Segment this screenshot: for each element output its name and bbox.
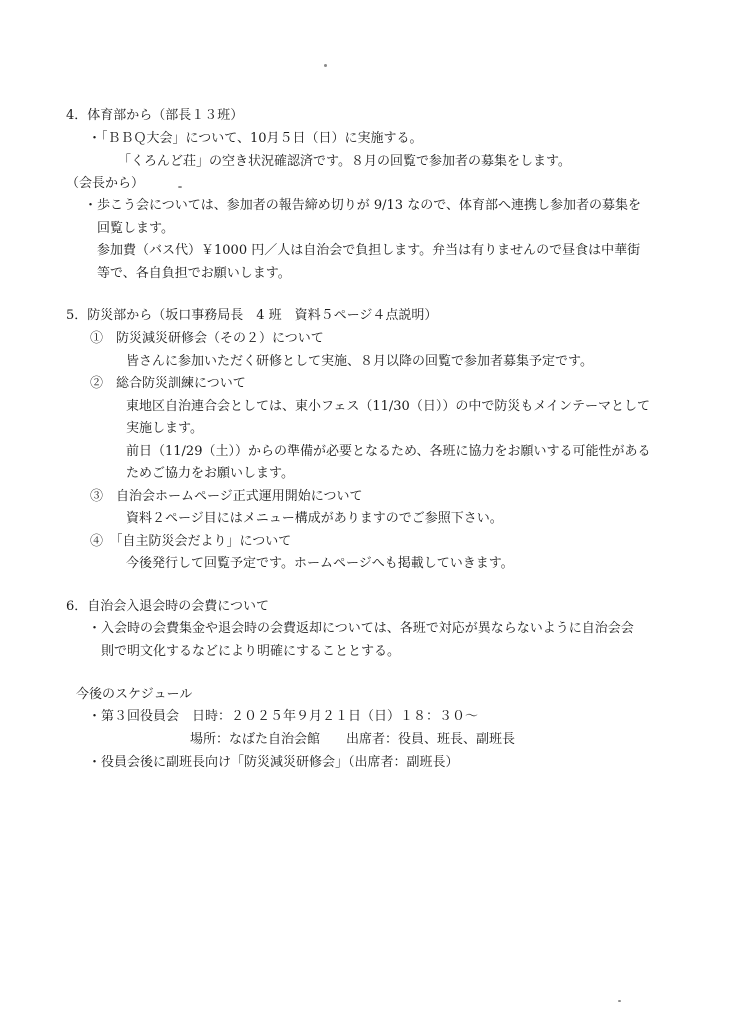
fee-line-1: 参加費（バス代）￥1000 円／人は自治会で負担します。弁当は有りませんので昼食は中華街	[97, 243, 641, 258]
item-3-body: 資料２ページ目にはメニュー構成がありますのでご参照下さい。	[126, 511, 503, 526]
walk-event-line-1: ・歩こう会については、参加者の報告締め切りが 9/13 なので、体育部へ連携し参加者の募集を	[84, 198, 641, 213]
section-5-heading: 5．防災部から（坂口事務局長 4 班 資料５ページ４点説明）	[66, 308, 438, 323]
item-1-title: ① 防災減災研修会（その２）について	[90, 331, 324, 346]
section-6-body-1: ・入会時の会費集金や退会時の会費返却については、各班で対応が異ならないように自治会会	[88, 621, 634, 636]
bbq-event-line: ・「ＢＢＱ大会」について、10月５日（日）に実施する。	[88, 131, 423, 146]
schedule-line-1: ・第３回役員会 日時：２０２５年９月２１日（日）１８：３０～	[88, 709, 479, 724]
item-1-body: 皆さんに参加いただく研修として実施、８月以降の回覧で参加者募集予定です。	[126, 354, 593, 369]
section-6-heading: 6．自治会入退会時の会費について	[66, 599, 270, 614]
schedule-line-3: ・役員会後に副班長向け「防災減災研修会」（出席者：副班長）	[88, 755, 459, 770]
item-4-body: 今後発行して回覧予定です。ホームページへも掲載していきます。	[126, 556, 514, 571]
item-2-title: ② 総合防災訓練について	[90, 376, 246, 391]
item-3-title: ③ 自治会ホームページ正式運用開始について	[90, 489, 363, 504]
item-2-body-3: 前日（11/29（土））からの準備が必要となるため、各班に協力をお願いする可能性がある	[126, 444, 651, 459]
scan-speck	[178, 186, 182, 188]
item-4-title: ④ 「自主防災会だより」について	[90, 534, 292, 549]
schedule-line-2: 場所：なばた自治会館 出席者：役員、班長、副班長	[190, 732, 516, 747]
scan-speck	[618, 1000, 621, 1002]
schedule-heading: 今後のスケジュール	[76, 687, 193, 702]
president-label: （会長から）	[66, 176, 145, 191]
walk-event-line-2: 回覧します。	[97, 221, 174, 236]
item-2-body-1: 東地区自治連合会としては、東小フェス（11/30（日））の中で防災もメインテーマとして	[126, 399, 651, 414]
item-2-body-4: ためご協力をお願いします。	[126, 466, 294, 481]
scan-speck	[324, 64, 327, 67]
section-4-heading: 4．体育部から（部長１３班）	[66, 108, 244, 123]
kuronde-line: 「くろんど荘」の空き状況確認済です。８月の回覧で参加者の募集をします。	[118, 154, 571, 169]
section-6-body-2: 則で明文化するなどにより明確にすることとする。	[101, 644, 401, 659]
item-2-body-2: 実施します。	[126, 421, 203, 436]
fee-line-2: 等で、各自負担でお願いします。	[97, 266, 291, 281]
